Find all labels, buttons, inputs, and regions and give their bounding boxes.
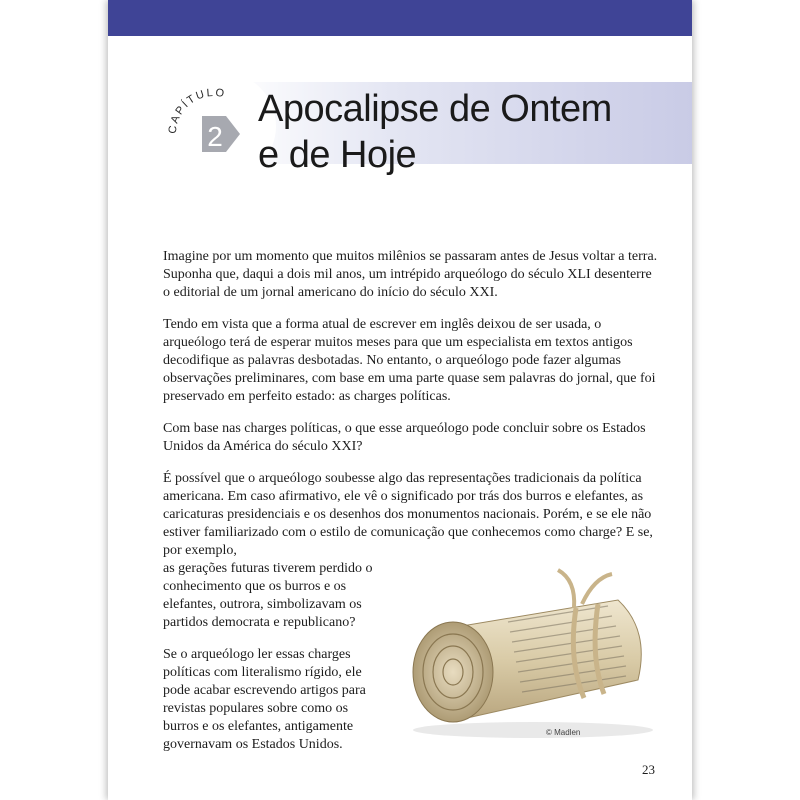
chapter-title: [258, 86, 612, 178]
paragraph: as gerações futuras tiverem perdido o conhecimento que os burros e os elefantes, outrora, simbolizavam os partidos democrata e republicano?: [163, 561, 373, 630]
page-number: 23: [642, 762, 655, 777]
paragraph: Se o arqueólogo ler essas charges políticas com literalismo rígido, ele pode acabar escrevendo artigos para revistas populares sobre como os burros e os elefantes, antigamente governavam os Estados Unidos.: [163, 647, 366, 752]
book-page: [108, 0, 692, 800]
chapter-title-line-1: Apocalipse de Ontem: [258, 88, 612, 130]
paragraph: Imagine por um momento que muitos milênios se passaram antes de Jesus voltar a terra. Suponha que, daqui a dois mil anos, um intrépido arqueólogo do século XLI desenterre o editorial de um jornal americano do início do século XXI.: [163, 249, 658, 300]
chapter-title-line-2: e de Hoje: [258, 134, 417, 176]
chapter-badge: [154, 72, 264, 172]
top-color-band: [108, 0, 692, 36]
image-credit: © Madlen: [546, 728, 581, 737]
chapter-number: 2: [207, 121, 223, 152]
paragraph: É possível que o arqueólogo soubesse algo das representações tradicionais da política americana. Em caso afirmativo, ele vê o significado por trás dos burros e elefantes, as caricaturas presidenciais e os desenhos dos monumentos nacionais. Porém, e se ele não estiver familiarizado com o estilo de comunicação que conhecemos como charge? E se, por exemplo,: [163, 471, 653, 558]
paragraph: Tendo em vista que a forma atual de escrever em inglês deixou de ser usada, o arqueólogo terá de esperar muitos meses para que um especialista em textos antigos decodifique as palavras desbotadas. No entanto, o arqueólogo pode fazer algumas observações preliminares, com base em uma parte quase sem palavras do jornal, que foi preservado em perfeito estado: as charges políticas.: [163, 317, 656, 404]
chapter-word: CAPÍTULO: [166, 86, 227, 135]
paragraph: Com base nas charges políticas, o que esse arqueólogo pode concluir sobre os Estados Unidos da América do século XXI?: [163, 421, 646, 454]
rolled-newspaper-image: [398, 560, 658, 740]
